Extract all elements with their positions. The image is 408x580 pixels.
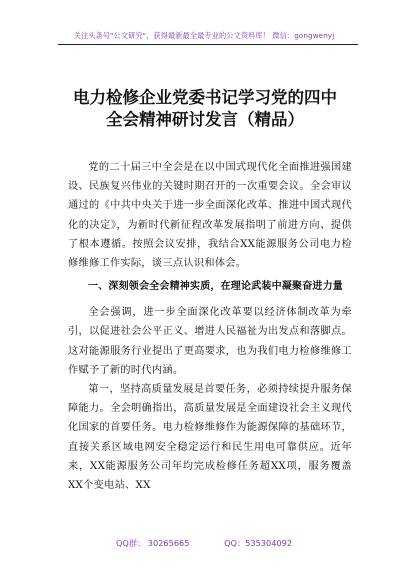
document-body bbox=[68, 158, 352, 495]
intro-paragraph: 党的二十届三中全会是在以中国式现代化全面推进强国建设、民族复兴伟业的关键时期召开的一次重要会议。全会审议通过的《中共中央关于进一步全面深化改革、推进中国式现代化的决定》，为新时代新征程改革发展指明了前进方向、提供了根本遵循。按照会议安排，我结合XX能源服务公司电力检修维修工作实际，谈三点认识和体会。 bbox=[68, 162, 352, 270]
header-divider bbox=[58, 44, 358, 45]
footer-contact bbox=[0, 538, 408, 549]
section-paragraph: 全会强调，进一步全面深化改革要以经济体制改革为牵引，以促进社会公平正义、增进人民福祉为出发点和落脚点。这对能源服务行业提出了更高要求，也为我们电力检修维修工作赋予了新的时代内涵。 bbox=[68, 307, 352, 376]
footer-qq-group: QQ群： 30265665 bbox=[115, 538, 190, 548]
header-note: 关注头条号"公文研究"，获得最新最全最专业的公文资料库！ 微信：gongwenyj bbox=[73, 31, 335, 40]
footer-qq: QQ：535304092 bbox=[224, 538, 293, 548]
section-heading: 一、深刻领会全会精神实质，在理论武装中凝聚奋进力量 bbox=[88, 281, 343, 293]
document-title bbox=[60, 87, 350, 131]
section-paragraph: 第一，坚持高质量发展是首要任务，必须持续提升服务保障能力。全会明确指出，高质量发展是全面建设社会主义现代化国家的首要任务。电力检修维修作为能源保障的基础环节，直接关系区域电网安全稳定运行和民生用电可靠供应。近年来，XX能源服务公司年均完成检修任务超XX项，服务覆盖XX个变电站、XX bbox=[68, 384, 352, 492]
title-line-1: 电力检修企业党委书记学习党的四中 bbox=[73, 88, 337, 107]
title-line-2: 全会精神研讨发言（精品） bbox=[106, 110, 304, 129]
